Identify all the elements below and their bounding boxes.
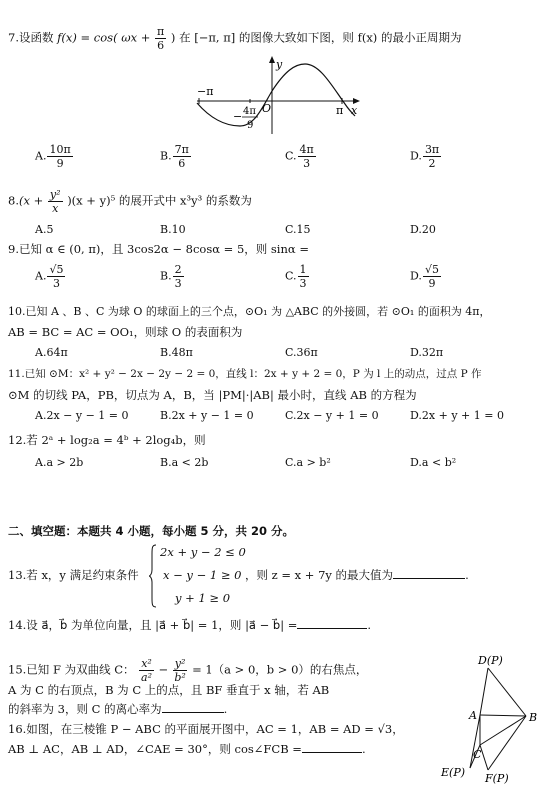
q7-x-label: x: [351, 104, 358, 117]
q8-opt-a: A.5: [35, 223, 54, 236]
q13-lead: 13.若 x，y 满足约束条件: [8, 568, 139, 582]
q7-opt-b: B. $\frac{7\pi}{6}$: [160, 143, 189, 170]
q7-curve: [197, 64, 355, 126]
q14-answer-blank[interactable]: [297, 618, 367, 629]
q15-line1: 15.已知 F 为双曲线 C： $\frac{\text{x²}}{\text{a²}}$ − $\frac{\text{y²}}{\text{b²}}$ = 1（a > 0，b > 0）的右焦点，: [8, 657, 368, 684]
q16-answer-blank[interactable]: [302, 742, 362, 753]
q15-line3: 的斜率为 3，则 C 的离心率为 .: [8, 702, 228, 716]
q8-opt-c: C.15: [285, 223, 311, 236]
q10-line1: 10.已知 A 、B 、C 为球 O 的球面上的三个点，⊙O₁ 为 △ABC 的外接圆，若 ⊙O₁ 的面积为 4π，: [8, 305, 491, 318]
q11-line2: ⊙M 的切线 PA，PB，切点为 A，B，当 |PM|·|AB| 最小时，直线 AB 的方程为: [8, 388, 417, 402]
q10-opt-d: D.32π: [410, 346, 444, 359]
q9-opt-b: B. $\frac{2}{3}$: [160, 263, 182, 290]
q12-opt-b: B.a < 2b: [160, 456, 209, 469]
q7-y-label: y: [276, 58, 283, 71]
q7-opt-d: D. $\frac{3\pi}{2}$: [410, 143, 440, 170]
q12-stem: 12.若 2ᵃ + log₂a = 4ᵇ + 2log₄b，则: [8, 433, 206, 447]
q7-pi-label: π: [336, 104, 344, 117]
q15-answer-blank[interactable]: [162, 702, 224, 713]
q10-opt-a: A.64π: [35, 346, 68, 359]
q9-opt-a: A. $\frac{√5}{3}$: [35, 263, 64, 290]
q13-cond-2: x − y − 1 ≥ 0: [163, 568, 242, 582]
q9-opt-d: D. $\frac{√5}{9}$: [410, 263, 439, 290]
q7-stem: 7.设函数 f(x) = cos( ωx + $\frac{\pi}{6}$ ) 在 [−π, π] 的图像大致如下图，则 f(x) 的最小正周期为: [8, 25, 462, 52]
q16-label-b: B: [529, 711, 538, 724]
q16-line1: 16.如图，在三棱锥 P − ABC 的平面展开图中，AC = 1，AB = AD = √3，: [8, 722, 404, 736]
q8-stem: 8.(x + $\frac{\text{y²}}{x}$ )(x + y)⁵ 的展开式中 x³y³ 的系数为: [8, 188, 252, 215]
q7-mark-num: 4π: [243, 106, 256, 117]
q11-line1: 11.已知 ⊙M：x² + y² − 2x − 2y − 2 = 0，直线 l：2x + y + 2 = 0，P 为 l 上的动点，过点 P 作: [8, 368, 482, 380]
q16-label-e: E(P): [441, 766, 466, 779]
q13-cond-1: 2x + y − 2 ≤ 0: [160, 545, 246, 559]
section-title: 二、填空题：本题共 4 小题，每小题 5 分，共 20 分。: [8, 524, 295, 538]
q16-figure: [440, 650, 552, 788]
q12-opt-a: A.a > 2b: [35, 456, 84, 469]
q11-opt-a: A.2x − y − 1 = 0: [35, 409, 129, 422]
q16-line2: AB ⊥ AC，AB ⊥ AD，∠CAE = 30°，则 cos∠FCB = .: [8, 742, 366, 756]
q13-cond-3: y + 1 ≥ 0: [175, 591, 231, 605]
q12-opt-d: D.a < b²: [410, 456, 457, 469]
q7-mark-den: 9: [247, 120, 254, 131]
q11-opt-b: B.2x + y − 1 = 0: [160, 409, 254, 422]
q13-tail: ，则 z = x + 7y 的最大值为 .: [245, 568, 469, 582]
q16-label-a: A: [469, 709, 477, 722]
q10-opt-c: C.36π: [285, 346, 318, 359]
q7-opt-c: C. $\frac{4\pi}{3}$: [285, 143, 314, 170]
q13-brace: [148, 544, 158, 608]
q16-label-d: D(P): [478, 654, 503, 667]
q7-graph: [195, 56, 365, 136]
q7-negpi-label: −π: [197, 85, 214, 98]
q16-label-c: C: [473, 748, 482, 761]
q12-opt-c: C.a > b²: [285, 456, 331, 469]
q15-line2: A 为 C 的右顶点，B 为 C 上的点，且 BF 垂直于 x 轴，若 AB: [8, 683, 330, 697]
q11-opt-c: C.2x − y + 1 = 0: [285, 409, 379, 422]
q14-stem: 14.设 a⃗，b⃗ 为单位向量，且 |a⃗ + b⃗| = 1，则 |a⃗ − b⃗| = .: [8, 618, 372, 632]
q9-opt-c: C. $\frac{1}{3}$: [285, 263, 307, 290]
q16-label-f: F(P): [485, 772, 509, 785]
q8-opt-d: D.20: [410, 223, 436, 236]
q10-line2: AB = BC = AC = OO₁，则球 O 的表面积为: [8, 325, 243, 339]
q7-mark-neg: −: [233, 110, 243, 123]
q11-opt-d: D.2x + y + 1 = 0: [410, 409, 504, 422]
q7-origin-label: O: [262, 102, 272, 115]
q7-opt-a: A. $\frac{10\pi}{9}$: [35, 143, 71, 170]
q9-stem: 9.已知 α ∈ (0, π)，且 3cos2α − 8cosα = 5，则 sinα =: [8, 242, 309, 256]
q8-opt-b: B.10: [160, 223, 186, 236]
q13-answer-blank[interactable]: [393, 568, 465, 579]
q10-opt-b: B.48π: [160, 346, 193, 359]
